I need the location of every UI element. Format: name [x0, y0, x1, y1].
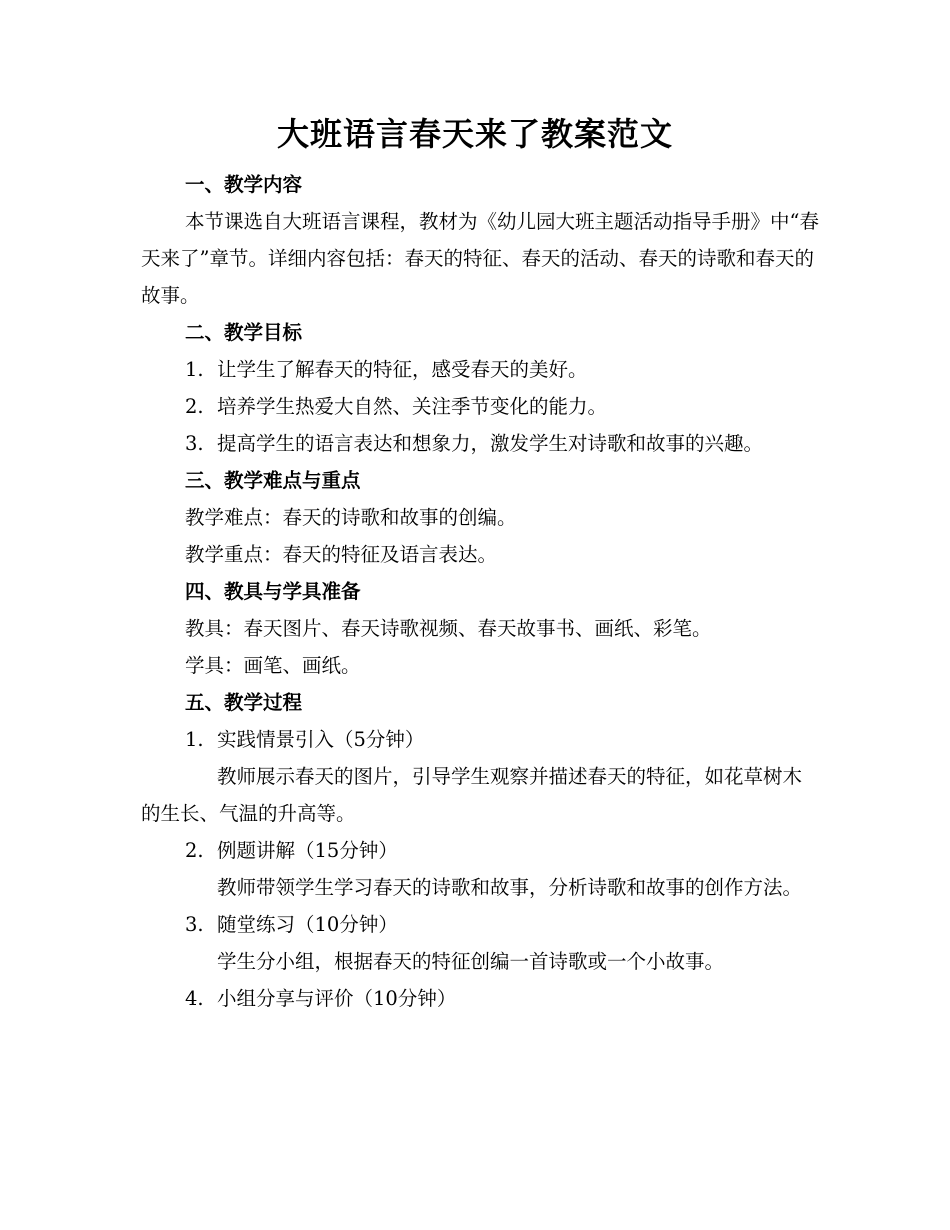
document-title: 大班语言春天来了教案范文	[276, 115, 673, 153]
step-number: 4.	[185, 987, 204, 1010]
goal-item	[141, 388, 821, 425]
step-title	[141, 980, 821, 1017]
section-heading-process: 五、教学过程	[185, 691, 303, 714]
step-description: 教师展示春天的图片，引导学生观察并描述春天的特征，如花草树木的生长、气温的升高等。	[141, 765, 803, 825]
goal-text: 培养学生热爱大自然、关注季节变化的能力。	[217, 395, 608, 418]
step-title-text: 例题讲解（15分钟）	[217, 839, 398, 862]
section-heading-content: 一、教学内容	[185, 173, 303, 196]
step-description: 学生分小组，根据春天的特征创编一首诗歌或一个小故事。	[217, 950, 725, 973]
key-point-text: 教学重点：春天的特征及语言表达。	[185, 543, 498, 566]
step-title	[141, 906, 821, 943]
section-heading-goals: 二、教学目标	[185, 321, 303, 344]
step-title	[141, 832, 821, 869]
step-title-text: 小组分享与评价（10分钟）	[217, 987, 457, 1010]
teacher-materials: 教具：春天图片、春天诗歌视频、春天故事书、画纸、彩笔。	[185, 617, 712, 640]
goal-item	[141, 351, 821, 388]
goal-number: 3.	[185, 432, 204, 455]
student-materials: 学具：画笔、画纸。	[185, 654, 361, 677]
step-description: 教师带领学生学习春天的诗歌和故事，分析诗歌和故事的创作方法。	[217, 876, 803, 899]
goal-text: 让学生了解春天的特征，感受春天的美好。	[217, 358, 588, 381]
step-title	[141, 721, 821, 758]
step-title-text: 实践情景引入（5分钟）	[217, 728, 425, 751]
goal-item	[141, 425, 821, 462]
step-title-text: 随堂练习（10分钟）	[217, 913, 398, 936]
goal-text: 提高学生的语言表达和想象力，激发学生对诗歌和故事的兴趣。	[217, 432, 764, 455]
difficulty-text: 教学难点：春天的诗歌和故事的创编。	[185, 506, 517, 529]
step-number: 2.	[185, 839, 204, 862]
section-heading-difficulty: 三、教学难点与重点	[185, 469, 361, 492]
content-paragraph: 本节课选自大班语言课程，教材为《幼儿园大班主题活动指导手册》中“春天来了”章节。详细内容包括：春天的特征、春天的活动、春天的诗歌和春天的故事。	[141, 210, 819, 307]
goal-number: 2.	[185, 395, 204, 418]
document-body	[141, 166, 821, 1017]
step-number: 1.	[185, 728, 204, 751]
step-number: 3.	[185, 913, 204, 936]
goal-number: 1.	[185, 358, 204, 381]
section-heading-materials: 四、教具与学具准备	[185, 580, 361, 603]
